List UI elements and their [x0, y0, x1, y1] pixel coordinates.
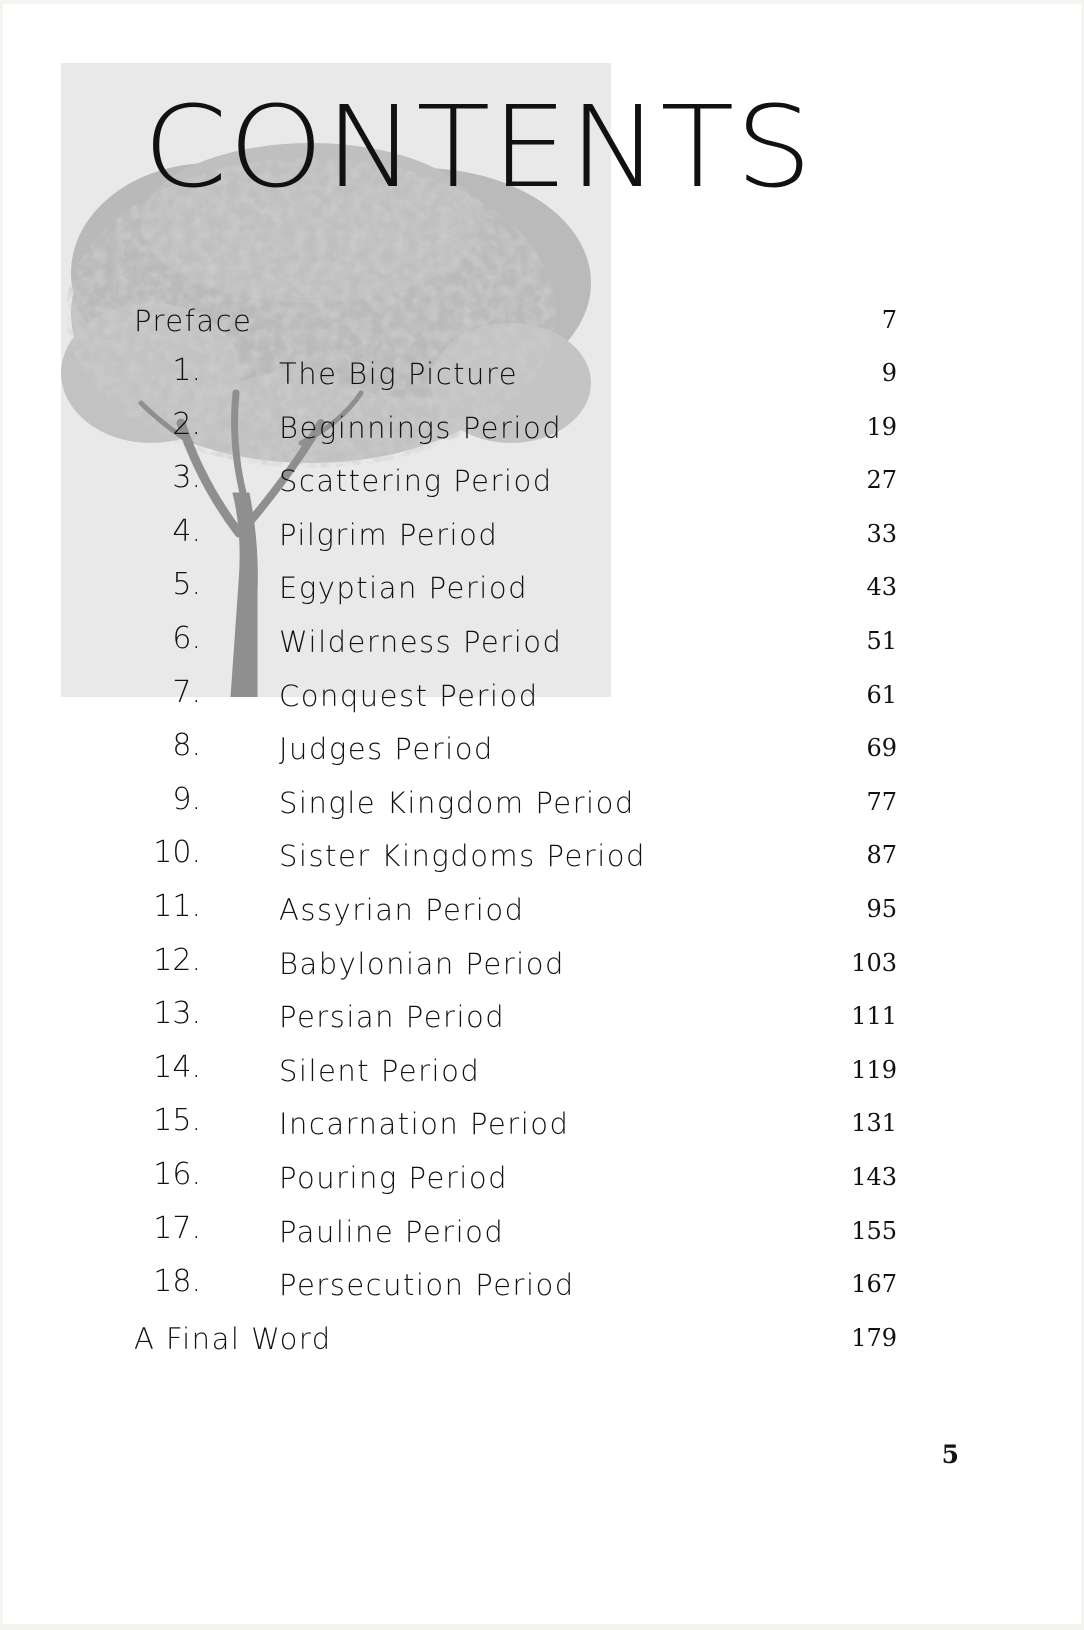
toc-entry-chapter[interactable] [3, 1211, 1081, 1251]
toc-entry-chapter[interactable] [3, 1103, 1081, 1143]
toc-entry-label: Babylonian Period [279, 946, 565, 981]
toc-entry-page: 103 [851, 948, 897, 977]
toc-entry-page: 131 [851, 1109, 897, 1138]
chapter-number: 17. [153, 1210, 201, 1246]
toc-entry-chapter[interactable] [3, 943, 1081, 983]
toc-entry-label: Incarnation Period [279, 1107, 570, 1142]
chapter-number: 11. [153, 889, 201, 924]
chapter-number: 15. [153, 1103, 201, 1139]
toc-entry-page: 69 [866, 734, 897, 763]
toc-entry-page: 87 [866, 841, 897, 870]
chapter-number: 12. [153, 942, 201, 978]
toc-entry-label: Judges Period [279, 732, 494, 767]
toc-entry-page: 77 [866, 787, 897, 816]
toc-entry-chapter[interactable] [3, 407, 1081, 447]
chapter-number: 2. [172, 406, 201, 442]
toc-entry-page: 95 [866, 895, 897, 923]
toc-entry-chapter[interactable] [3, 1050, 1081, 1090]
toc-entry-preface[interactable] [3, 300, 1081, 340]
chapter-number: 4. [172, 513, 201, 549]
toc-entry-label: Single Kingdom Period [279, 785, 635, 820]
toc-entry-label: Egyptian Period [279, 571, 529, 606]
toc-entry-page: 33 [866, 519, 897, 548]
toc-entry-label: The Big Picture [279, 357, 519, 391]
chapter-number: 16. [153, 1157, 201, 1192]
toc-entry-page: 27 [866, 466, 897, 495]
page-number: 5 [941, 1440, 959, 1469]
toc-entry-label: Conquest Period [279, 678, 539, 713]
toc-entry-label: Pauline Period [279, 1214, 505, 1249]
toc-entry-page: 119 [851, 1055, 897, 1084]
chapter-number: 9. [172, 781, 201, 817]
chapter-number: 8. [172, 728, 201, 764]
toc-entry-page: 179 [851, 1324, 897, 1352]
toc-entry-chapter[interactable] [3, 835, 1081, 875]
toc-entry-label: Silent Period [279, 1053, 481, 1088]
toc-entry-label: Assyrian Period [279, 893, 525, 927]
toc-entry-chapter[interactable] [3, 675, 1081, 715]
toc-entry-page: 167 [851, 1270, 897, 1299]
chapter-number: 6. [172, 621, 201, 656]
toc-entry-chapter[interactable] [3, 514, 1081, 554]
toc-entry-chapter[interactable] [3, 782, 1081, 822]
book-page [3, 4, 1081, 1624]
toc-entry-page: 9 [881, 359, 897, 387]
toc-entry-chapter[interactable] [3, 460, 1081, 500]
chapter-number: 5. [172, 567, 201, 603]
toc-entry-chapter[interactable] [3, 621, 1081, 661]
toc-entry-chapter[interactable] [3, 728, 1081, 768]
chapter-number: 7. [172, 674, 201, 710]
toc-entry-chapter[interactable] [3, 1264, 1081, 1304]
toc-entry-page: 43 [866, 573, 897, 602]
chapter-number: 10. [153, 835, 201, 871]
toc-entry-chapter[interactable] [3, 353, 1081, 393]
toc-entry-label: A Final Word [134, 1322, 332, 1356]
toc-entry-label: Persecution Period [279, 1268, 575, 1303]
toc-entry-label: Wilderness Period [279, 625, 563, 659]
toc-entry-label: Scattering Period [279, 464, 553, 499]
toc-entry-page: 143 [851, 1163, 897, 1191]
toc-entry-page: 155 [851, 1216, 897, 1245]
chapter-number: 3. [172, 460, 201, 496]
toc-entry-label: Preface [134, 304, 253, 338]
page-title: CONTENTS [143, 83, 814, 213]
toc-entry-final-word[interactable] [3, 1318, 1081, 1358]
chapter-number: 13. [153, 996, 201, 1032]
toc-entry-page: 111 [851, 1002, 897, 1031]
toc-entry-page: 51 [866, 627, 897, 655]
toc-entry-chapter[interactable] [3, 996, 1081, 1036]
toc-entry-chapter[interactable] [3, 1157, 1081, 1197]
toc-entry-label: Sister Kingdoms Period [279, 839, 646, 874]
toc-entry-page: 19 [866, 412, 897, 441]
toc-entry-chapter[interactable] [3, 567, 1081, 607]
chapter-number: 14. [153, 1049, 201, 1085]
toc-entry-label: Beginnings Period [279, 410, 563, 445]
chapter-number: 18. [153, 1264, 201, 1300]
toc-entry-label: Persian Period [279, 1000, 506, 1035]
toc-entry-label: Pilgrim Period [279, 517, 499, 552]
toc-entry-chapter[interactable] [3, 889, 1081, 929]
toc-entry-page: 61 [866, 680, 897, 709]
toc-entry-page: 7 [881, 306, 897, 334]
toc-entry-label: Pouring Period [279, 1161, 508, 1195]
chapter-number: 1. [172, 353, 201, 388]
